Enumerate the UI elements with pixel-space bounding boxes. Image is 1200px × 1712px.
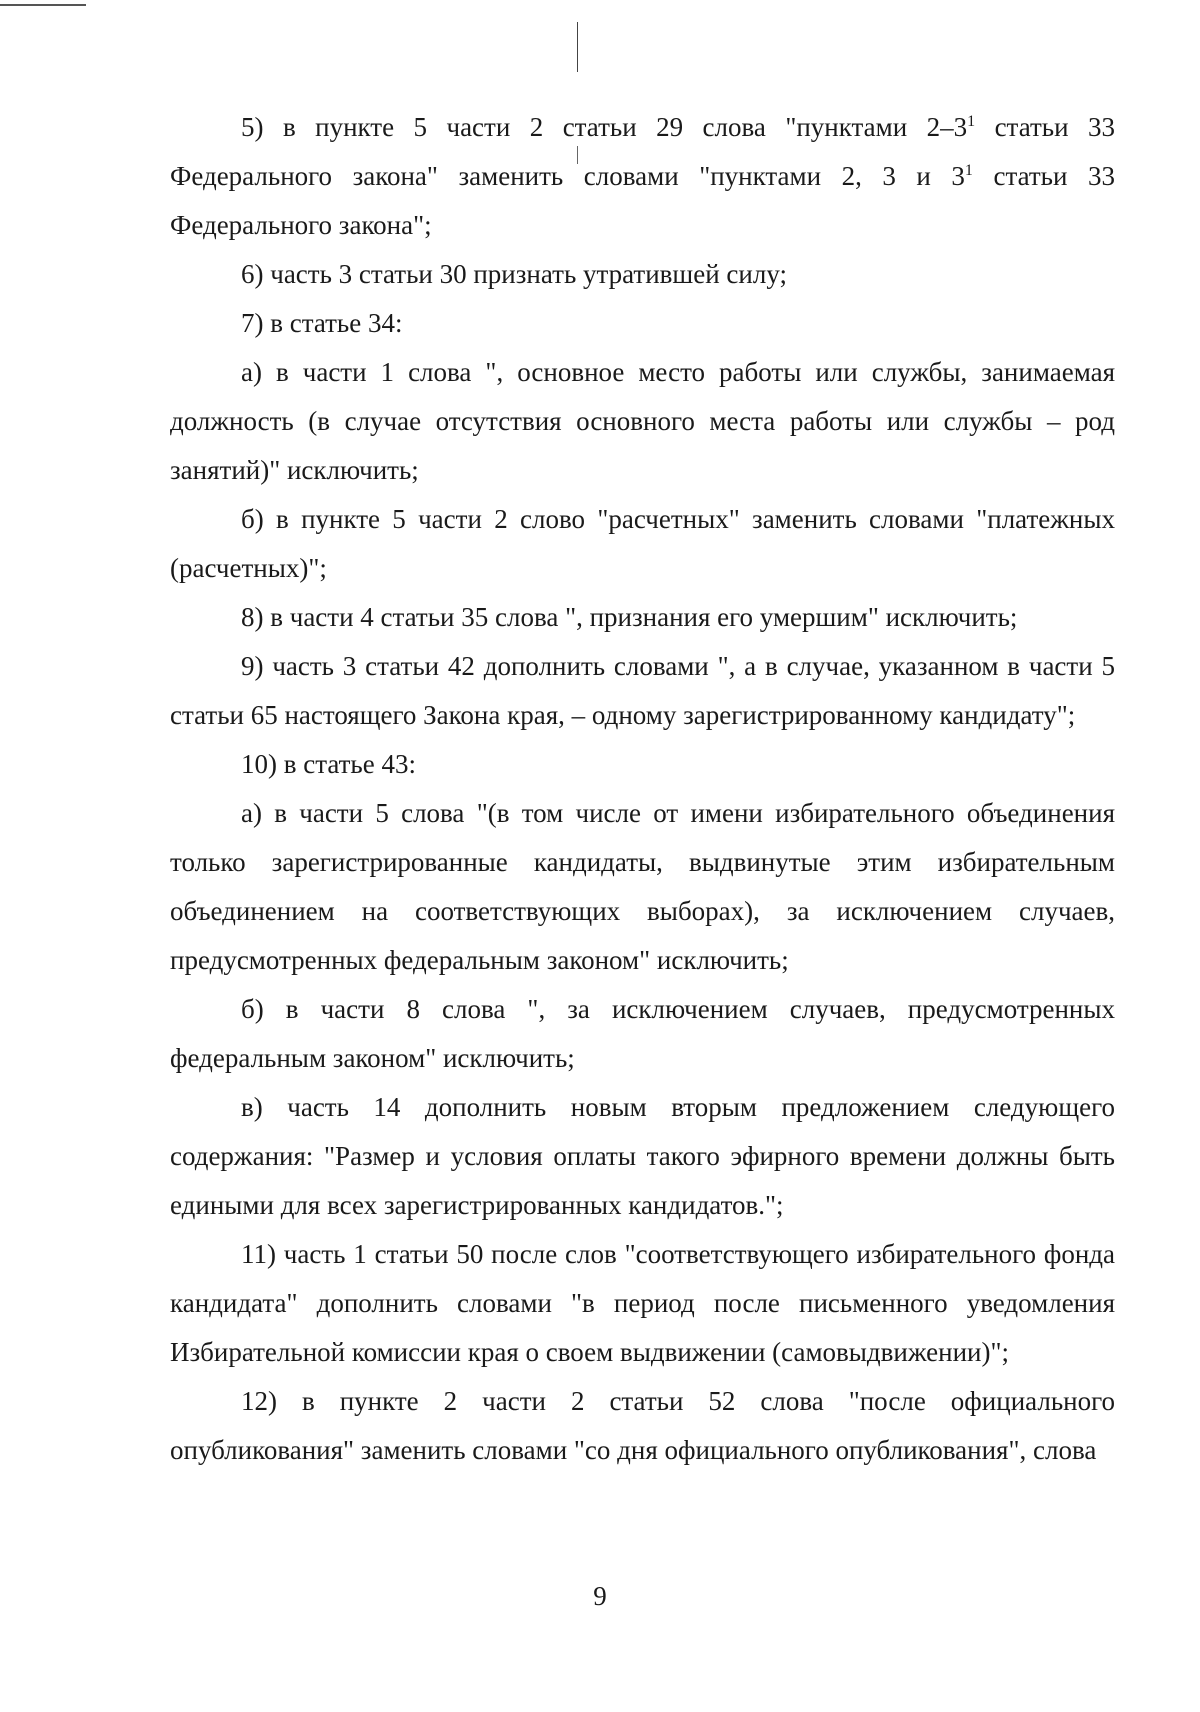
paragraph-item-10: 10) в статье 43:: [241, 749, 416, 779]
paragraph-item-7: 7) в статье 34:: [241, 308, 403, 338]
paragraph-text: статьи 33 Федерального закона" заменить словами "пунктами 2, 3 и 3: [170, 112, 1115, 191]
paragraph-item-12: 12) в пункте 2 части 2 статьи 52 слова "после официального опубликования" заменить словами "со дня официального опубликования", слова: [170, 1386, 1115, 1465]
paragraph-item-10b: б) в части 8 слова ", за исключением случаев, предусмотренных федеральным законом" исключить;: [170, 994, 1115, 1073]
paragraph-item-6: 6) часть 3 статьи 30 признать утратившей силу;: [241, 259, 787, 289]
paragraph-text: статьи 33 Федерального закона";: [170, 161, 1115, 240]
paragraph-item-7a: а) в части 1 слова ", основное место работы или службы, занимаемая должность (в случае отсутствия основного места работы или службы – род занятий)" исключить;: [170, 357, 1115, 485]
paragraph-item-9: 9) часть 3 статьи 42 дополнить словами ", а в случае, указанном в части 5 статьи 65 настоящего Закона края, – одному зарегистрированному кандидату";: [170, 651, 1115, 730]
paragraph-item-7b: б) в пункте 5 части 2 слово "расчетных" заменить словами "платежных (расчетных)";: [170, 504, 1115, 583]
paragraph-item-10v: в) часть 14 дополнить новым вторым предложением следующего содержания: "Размер и условия оплаты такого эфирного времени должны быть едиными для всех зарегистрированных кандидатов.";: [170, 1092, 1115, 1220]
document-body: [170, 103, 1115, 1475]
paragraph-item-8: 8) в части 4 статьи 35 слова ", признания его умершим" исключить;: [241, 602, 1018, 632]
scan-artifact-mark: [577, 22, 578, 72]
superscript: 1: [964, 162, 973, 179]
page-number: 9: [593, 1581, 607, 1611]
paragraph-item-11: 11) часть 1 статьи 50 после слов "соответствующего избирательного фонда кандидата" дополнить словами "в период после письменного уведомления Избирательной комиссии края о своем выдвижении (самовыдвижении)";: [170, 1239, 1115, 1367]
paragraph-item-10a: а) в части 5 слова "(в том числе от имени избирательного объединения только зарегистрированные кандидаты, выдвинутые этим избирательным объединением на соответствующих выборах), за исключением случаев, предусмотренных федеральным законом" исключить;: [170, 798, 1115, 975]
scan-artifact-line: [0, 4, 86, 6]
superscript: 1: [967, 113, 976, 130]
paragraph-item-5: [170, 103, 1115, 250]
paragraph-text: 5) в пункте 5 части 2 статьи 29 слова "пунктами 2–3: [241, 112, 968, 142]
